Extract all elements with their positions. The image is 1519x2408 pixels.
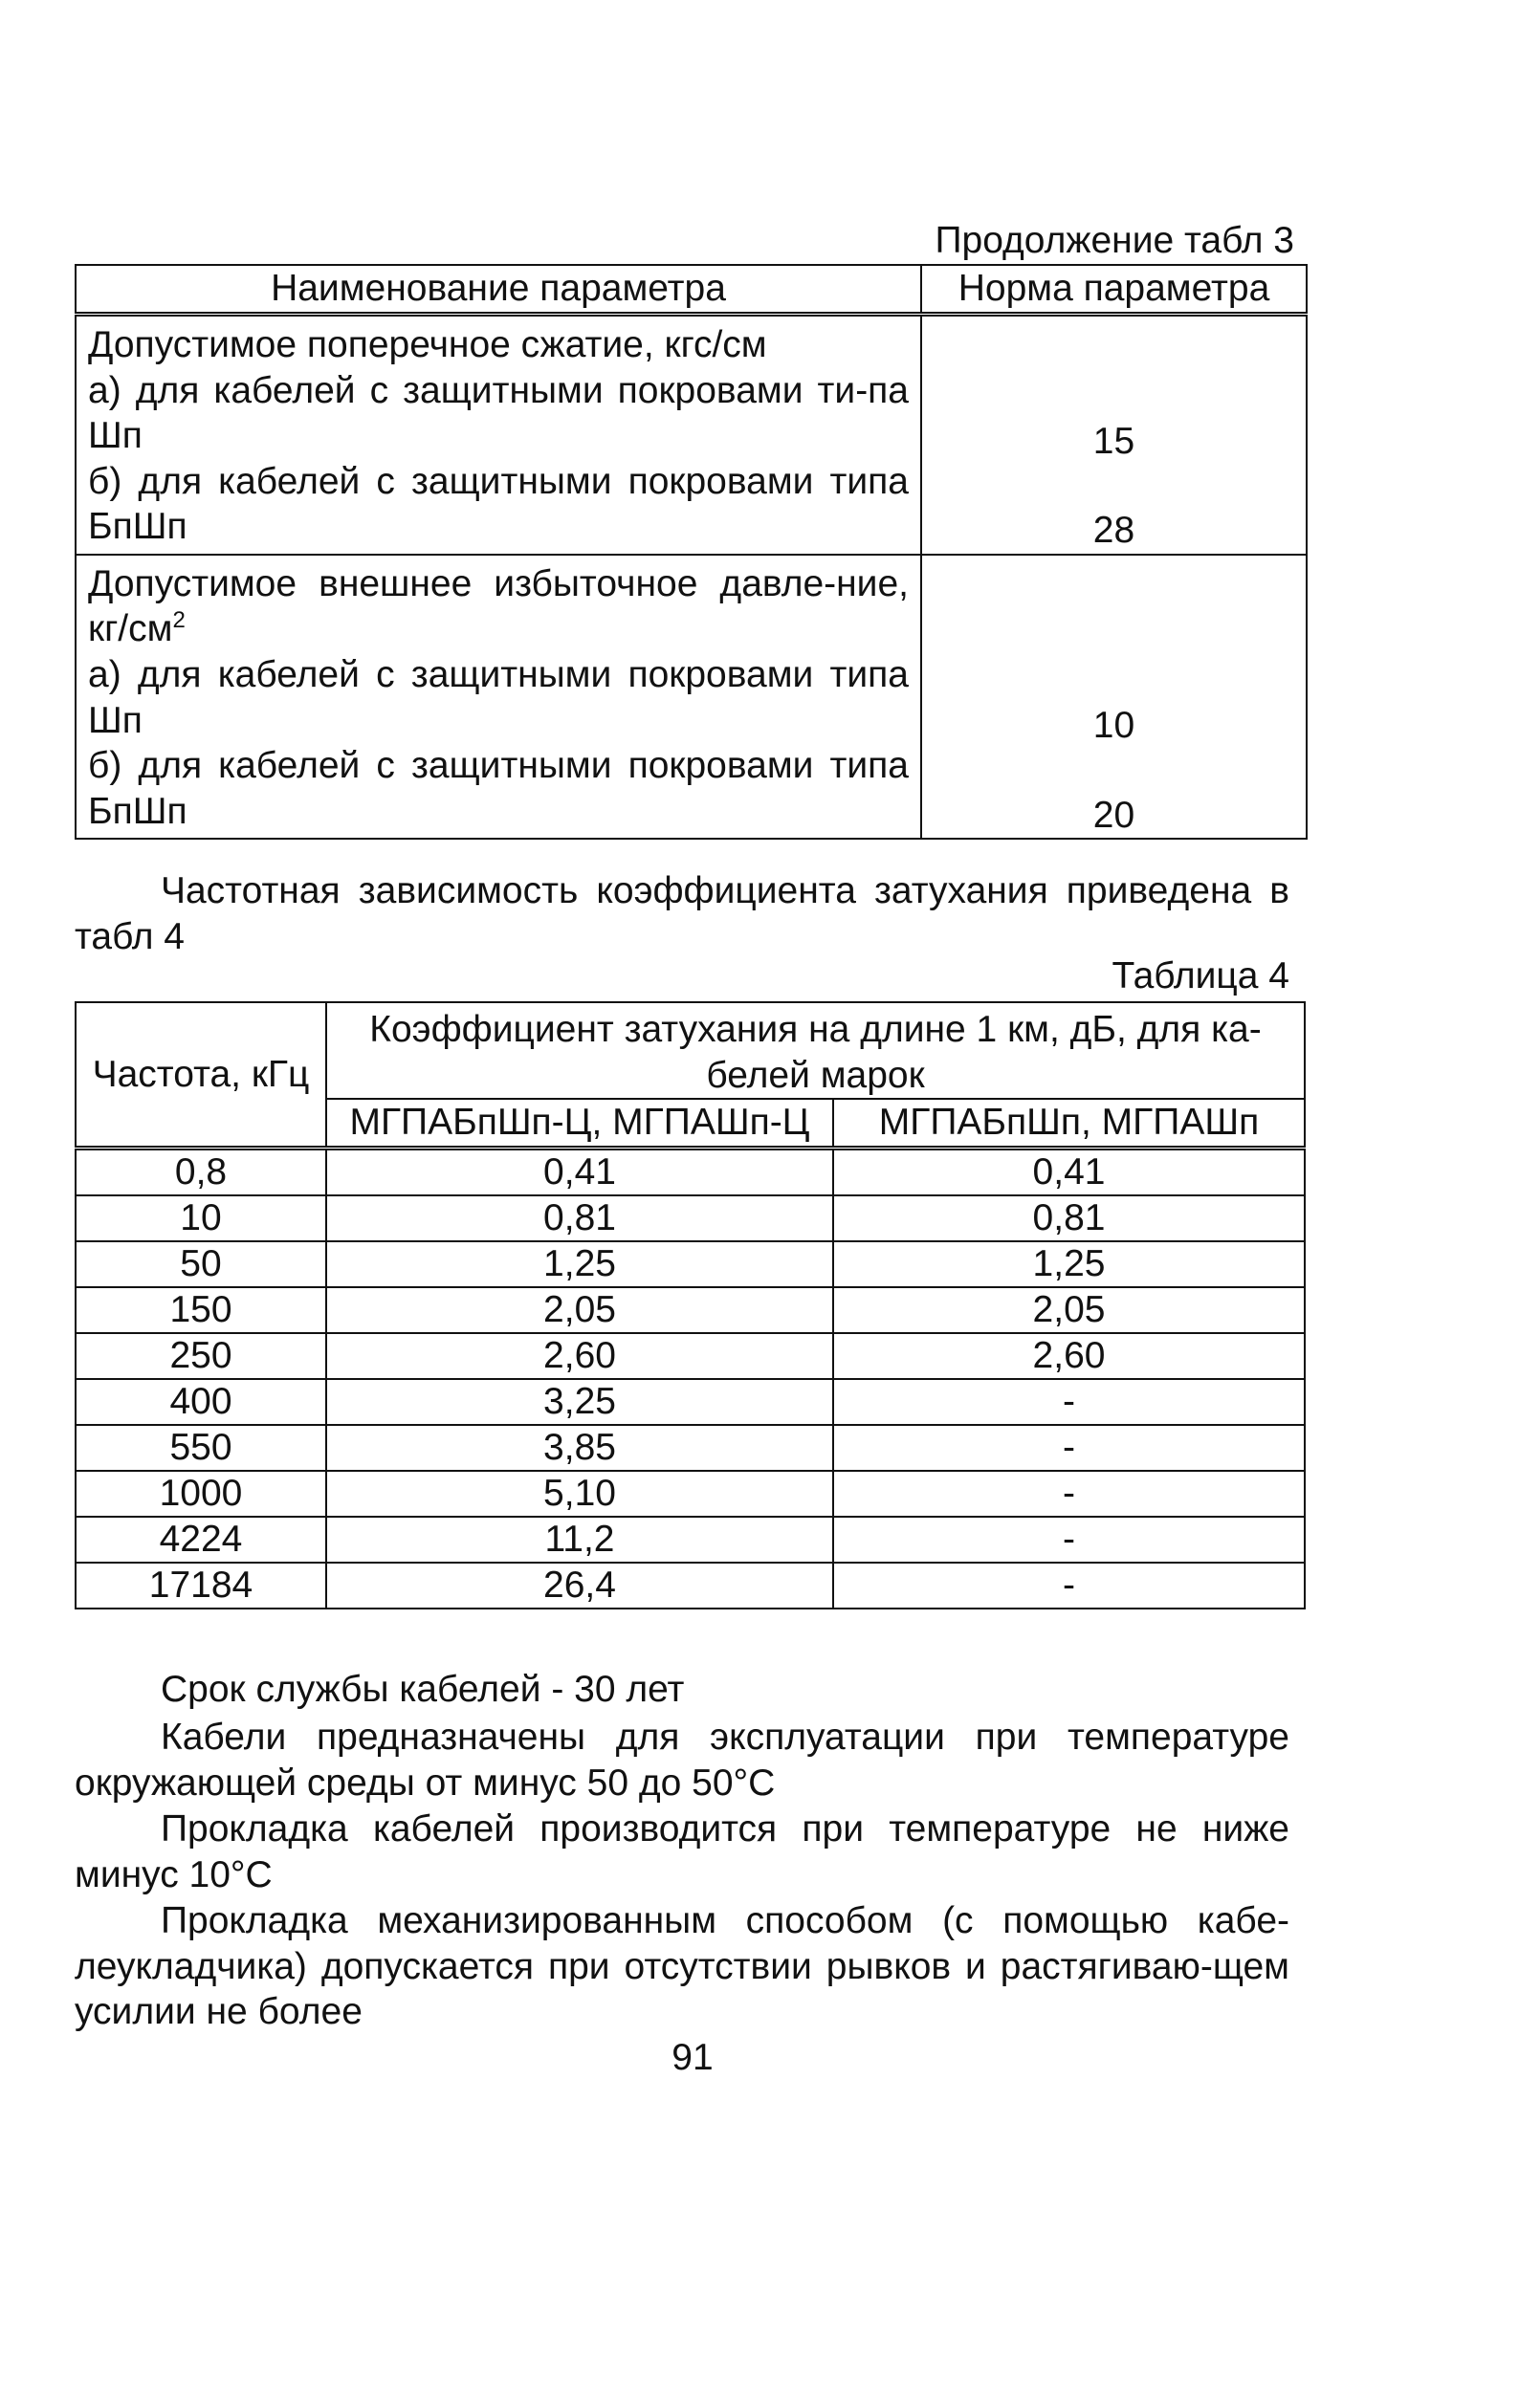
table4-col1-cell: 2,05: [326, 1287, 833, 1333]
table3-row2-superscript: 2: [172, 607, 186, 634]
table4-frequency-cell: 400: [76, 1379, 326, 1425]
table4-col1-cell: 0,81: [326, 1195, 833, 1241]
table4-col1-cell: 2,60: [326, 1333, 833, 1379]
table4-frequency-cell: 250: [76, 1333, 326, 1379]
table-row: [76, 555, 1307, 839]
table4-col2-cell: 2,60: [833, 1333, 1305, 1379]
table3-header-name: Наименование параметра: [76, 265, 921, 315]
table-row: [76, 315, 1307, 555]
table3-row2-line1: Допустимое внешнее избыточное давле-ние, кг/см: [88, 562, 909, 650]
table4-col2-cell: -: [833, 1425, 1305, 1471]
table-row: [76, 1471, 1305, 1517]
table-row: [76, 1148, 1305, 1195]
table4-frequency-cell: 550: [76, 1425, 326, 1471]
table4-frequency-cell: 4224: [76, 1517, 326, 1563]
table4-col2-cell: 2,05: [833, 1287, 1305, 1333]
table3-row1-norm: [921, 315, 1307, 555]
table4-header-col2: МГПАБпШп, МГПАШп: [833, 1099, 1305, 1148]
paragraph-intro: Частотная зависимость коэффициента затухания приведена в табл 4: [75, 870, 1289, 957]
table4-frequency-cell: 150: [76, 1287, 326, 1333]
table4-header-frequency: Частота, кГц: [76, 1002, 326, 1148]
table4-caption: Таблица 4: [1112, 955, 1289, 996]
table4: [75, 1001, 1306, 1609]
table4-col2-cell: 1,25: [833, 1241, 1305, 1287]
table4-body: [76, 1148, 1305, 1609]
table3-row1-value-b: 28: [1092, 510, 1135, 552]
table4-col2-cell: -: [833, 1379, 1305, 1425]
table3-row2-desc: [76, 555, 921, 839]
table4-frequency-cell: 0,8: [76, 1148, 326, 1195]
table3-row1-line2: а) для кабелей с защитными покровами ти-па Шп: [88, 369, 909, 457]
table3-header-norm: Норма параметра: [921, 265, 1307, 315]
table4-col1-cell: 0,41: [326, 1148, 833, 1195]
table4-frequency-cell: 10: [76, 1195, 326, 1241]
table4-header-coefficient: Коэффициент затухания на длине 1 км, дБ, для ка-белей марок: [326, 1002, 1305, 1099]
table4-col1-cell: 3,85: [326, 1425, 833, 1471]
table-row: [76, 1425, 1305, 1471]
table3-row1-line3: б) для кабелей с защитными покровами типа БпШп: [88, 460, 909, 548]
paragraph-laying-temperature: Прокладка кабелей производится при температуре не ниже минус 10°С: [75, 1808, 1289, 1895]
table3-row2-value-b: 20: [1092, 794, 1135, 836]
table4-col1-cell: 5,10: [326, 1471, 833, 1517]
table4-col2-cell: 0,41: [833, 1148, 1305, 1195]
table4-col2-cell: 0,81: [833, 1195, 1305, 1241]
paragraph-service-life: Срок службы кабелей - 30 лет: [161, 1669, 685, 1710]
table3: [75, 264, 1308, 840]
table3-row1-desc: [76, 315, 921, 555]
table3-row2-line3: б) для кабелей с защитными покровами типа БпШп: [88, 745, 909, 832]
table4-col1-cell: 26,4: [326, 1563, 833, 1609]
table4-header-col1: МГПАБпШп-Ц, МГПАШп-Ц: [326, 1099, 833, 1148]
table-row: [76, 1287, 1305, 1333]
table4-frequency-cell: 1000: [76, 1471, 326, 1517]
table3-row2-value-a: 10: [1092, 705, 1135, 747]
table4-col2-cell: -: [833, 1563, 1305, 1609]
table3-caption: Продолжение табл 3: [935, 220, 1294, 261]
paragraph-operating-temperature: Кабели предназначены для эксплуатации при температуре окружающей среды от минус 50 до 50°С: [75, 1717, 1289, 1804]
table-row: [76, 1241, 1305, 1287]
table4-frequency-cell: 50: [76, 1241, 326, 1287]
table3-row2-norm: [921, 555, 1307, 839]
table4-col1-cell: 1,25: [326, 1241, 833, 1287]
table3-row1-value-a: 15: [1092, 420, 1135, 462]
table4-col1-cell: 3,25: [326, 1379, 833, 1425]
table-row: [76, 1333, 1305, 1379]
table-row: [76, 1517, 1305, 1563]
table4-col2-cell: -: [833, 1471, 1305, 1517]
table3-row1-line1: Допустимое поперечное сжатие, кгс/см: [88, 324, 767, 365]
table4-col1-cell: 11,2: [326, 1517, 833, 1563]
table-row: [76, 1195, 1305, 1241]
page-number: 91: [671, 2037, 714, 2078]
table4-frequency-cell: 17184: [76, 1563, 326, 1609]
table-row: [76, 1563, 1305, 1609]
paragraph-mechanized-laying: Прокладка механизированным способом (с помощью кабе-леукладчика) допускается при отсутствии рывков и растягиваю-щем усилии не более: [75, 1900, 1289, 2033]
table-row: [76, 1379, 1305, 1425]
table4-col2-cell: -: [833, 1517, 1305, 1563]
table3-row2-line2: а) для кабелей с защитными покровами типа Шп: [88, 654, 909, 741]
